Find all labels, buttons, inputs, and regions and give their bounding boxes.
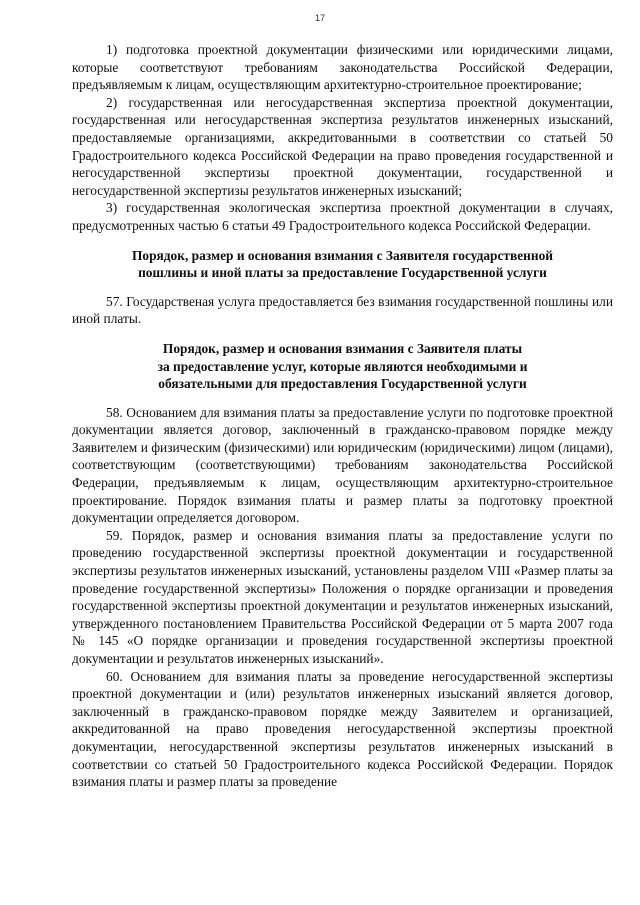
- page-number: 17: [314, 13, 325, 23]
- list-item-3: 3) государственная экологическая экспертиза проектной документации в случаях, предусмотренных частью 6 статьи 49 Градостроительного кодекса Российской Федерации.: [72, 200, 613, 233]
- heading-line: Порядок, размер и основания взимания с Заявителя государственной: [131, 247, 554, 263]
- paragraph-59: 59. Порядок, размер и основания взимания платы за предоставление услуги по проведению государственной экспертизы проектной документации и государственной экспертизы результатов инженерных изысканий, установлены разделом VIII «Размер платы за проведение государственной экспертизы» Положения о порядке организации и проведения государственной экспертизы проектной документации и результатов инженерных изысканий, утвержденного постановлением Правительства Российской Федерации от 5 марта 2007 года № 145 «О порядке организации и проведения государственной экспертизы проектной документации и результатов инженерных изысканий».: [72, 527, 613, 666]
- list-item-2: 2) государственная или негосударственная экспертиза проектной документации, государственная или негосударственная экспертиза результатов инженерных изысканий, предоставляемые организациями, аккредитованными в соответствии со статьей 50 Градостроительного кодекса Российской Федерации на право проведения государственной и негосударственной экспертизы проектной документации, государственной и негосударственной экспертизы результатов инженерных изысканий;: [72, 94, 613, 198]
- heading-line: пошлины и иной платы за предоставление Государственной услуги: [138, 265, 547, 281]
- heading-line: Порядок, размер и основания взимания с Заявителя платы: [162, 340, 523, 356]
- document-body: [72, 41, 613, 791]
- paragraph-57: 57. Государственая услуга предоставляется без взимания государственной пошлины или иной платы.: [72, 293, 613, 327]
- paragraph-60: 60. Основанием для взимания платы за проведение негосударственной экспертизы проектной документации и (или) результатов инженерных изысканий является договор, заключенный в гражданско-правовом порядке между Заявителем и организацией, аккредитованной на право проведения негосударственной экспертизы проектной документации, негосударственной экспертизы результатов инженерных изысканий в соответствии со статьей 50 Градостроительного кодекса Российской Федерации. Порядок взимания платы и размер платы за проведение: [72, 668, 613, 790]
- paragraph-58: 58. Основанием для взимания платы за предоставление услуги по подготовке проектной документации является договор, заключенный в гражданско-правовом порядке между Заявителем и физическим (физическими) или юридическим (юридическими) лицом (лицами), соответствующим (соответствующими) требованиям законодательства Российской Федерации, предъявляемым к лицам, осуществляющим архитектурно-строительное проектирование. Порядок взимания платы и размер платы за подготовку проектной документации определяется договором.: [72, 404, 613, 526]
- section-heading-state-fee: [72, 247, 613, 282]
- list-item-1: 1) подготовка проектной документации физическими или юридическими лицами, которые соответствуют требованиям законодательства Российской Федерации, предъявляемым к лицам, осуществляющим архитектурно-строительное проектирование;: [72, 42, 613, 93]
- section-heading-required-services-fee: [72, 340, 613, 393]
- heading-line: обязательными для предоставления Государственной услуги: [158, 376, 527, 392]
- heading-line: за предоставление услуг, которые являются необходимыми и: [157, 358, 528, 374]
